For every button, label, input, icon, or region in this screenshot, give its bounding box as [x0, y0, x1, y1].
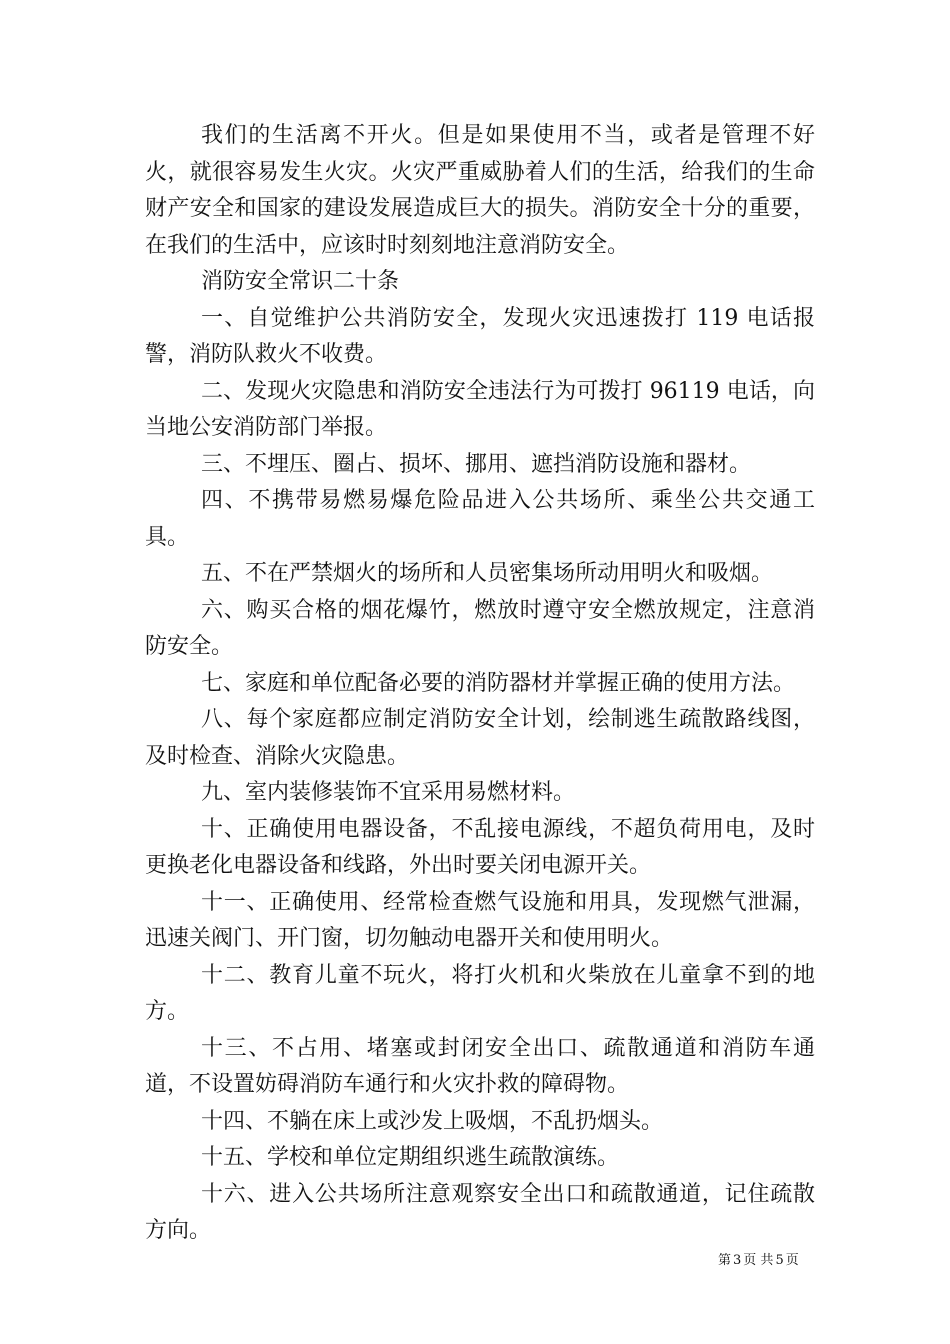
section-heading: 消防安全常识二十条	[201, 269, 400, 294]
rule-item-11: 十一、正确使用、经常检查燃气设施和用具，发现燃气泄漏，迅速关阀门、开门窗，切勿触动电器开关和使用明火。	[145, 889, 815, 951]
intro-paragraph: 我们的生活离不开火。但是如果使用不当，或者是管理不好火，就很容易发生火灾。火灾严重威胁着人们的生活，给我们的生命财产安全和国家的建设发展造成巨大的损失。消防安全十分的重要，在我们的生活中，应该时时刻刻地注意消防安全。	[145, 123, 815, 258]
total-pages-number: 5	[775, 1253, 784, 1268]
rule-item-12: 十二、教育儿童不玩火，将打火机和火柴放在儿童拿不到的地方。	[145, 962, 815, 1024]
rule-item-7: 七、家庭和单位配备必要的消防器材并掌握正确的使用方法。	[201, 670, 796, 696]
rule-item-10: 十、正确使用电器设备，不乱接电源线，不超负荷用电，及时更换老化电器设备和线路，外出时要关闭电源开关。	[145, 816, 815, 878]
rule-item-6: 六、购买合格的烟花爆竹，燃放时遵守安全燃放规定，注意消防安全。	[145, 597, 815, 659]
page-footer	[718, 1249, 799, 1268]
document-body	[145, 118, 815, 1250]
current-page-number: 3	[733, 1253, 742, 1268]
rule-item-15: 十五、学校和单位定期组织逃生疏散演练。	[201, 1145, 620, 1170]
footer-prefix: 第	[718, 1253, 732, 1268]
rule-item-4: 四、不携带易燃易爆危险品进入公共场所、乘坐公共交通工具。	[145, 488, 815, 550]
rule-item-16: 十六、进入公共场所注意观察安全出口和疏散通道，记住疏散方向。	[145, 1181, 815, 1243]
footer-middle: 页 共	[743, 1253, 774, 1268]
rule-item-5: 五、不在严禁烟火的场所和人员密集场所动用明火和吸烟。	[201, 561, 774, 586]
rule-item-8: 八、每个家庭都应制定消防安全计划，绘制逃生疏散路线图，及时检查、消除火灾隐患。	[145, 707, 815, 769]
rule-item-14: 十四、不躺在床上或沙发上吸烟，不乱扔烟头。	[201, 1108, 664, 1134]
rule-item-13: 十三、不占用、堵塞或封闭安全出口、疏散通道和消防车通道，不设置妨碍消防车通行和火灾扑救的障碍物。	[145, 1035, 815, 1097]
rule-item-9: 九、室内装修装饰不宜采用易燃材料。	[201, 780, 576, 805]
rule-item-1: 一、自觉维护公共消防安全，发现火灾迅速拨打 119 电话报警，消防队救火不收费。	[145, 305, 815, 367]
rule-item-3: 三、不埋压、圈占、损坏、挪用、遮挡消防设施和器材。	[201, 451, 752, 477]
footer-suffix: 页	[785, 1253, 799, 1268]
rule-item-2: 二、发现火灾隐患和消防安全违法行为可拨打 96119 电话，向当地公安消防部门举报。	[145, 378, 815, 440]
